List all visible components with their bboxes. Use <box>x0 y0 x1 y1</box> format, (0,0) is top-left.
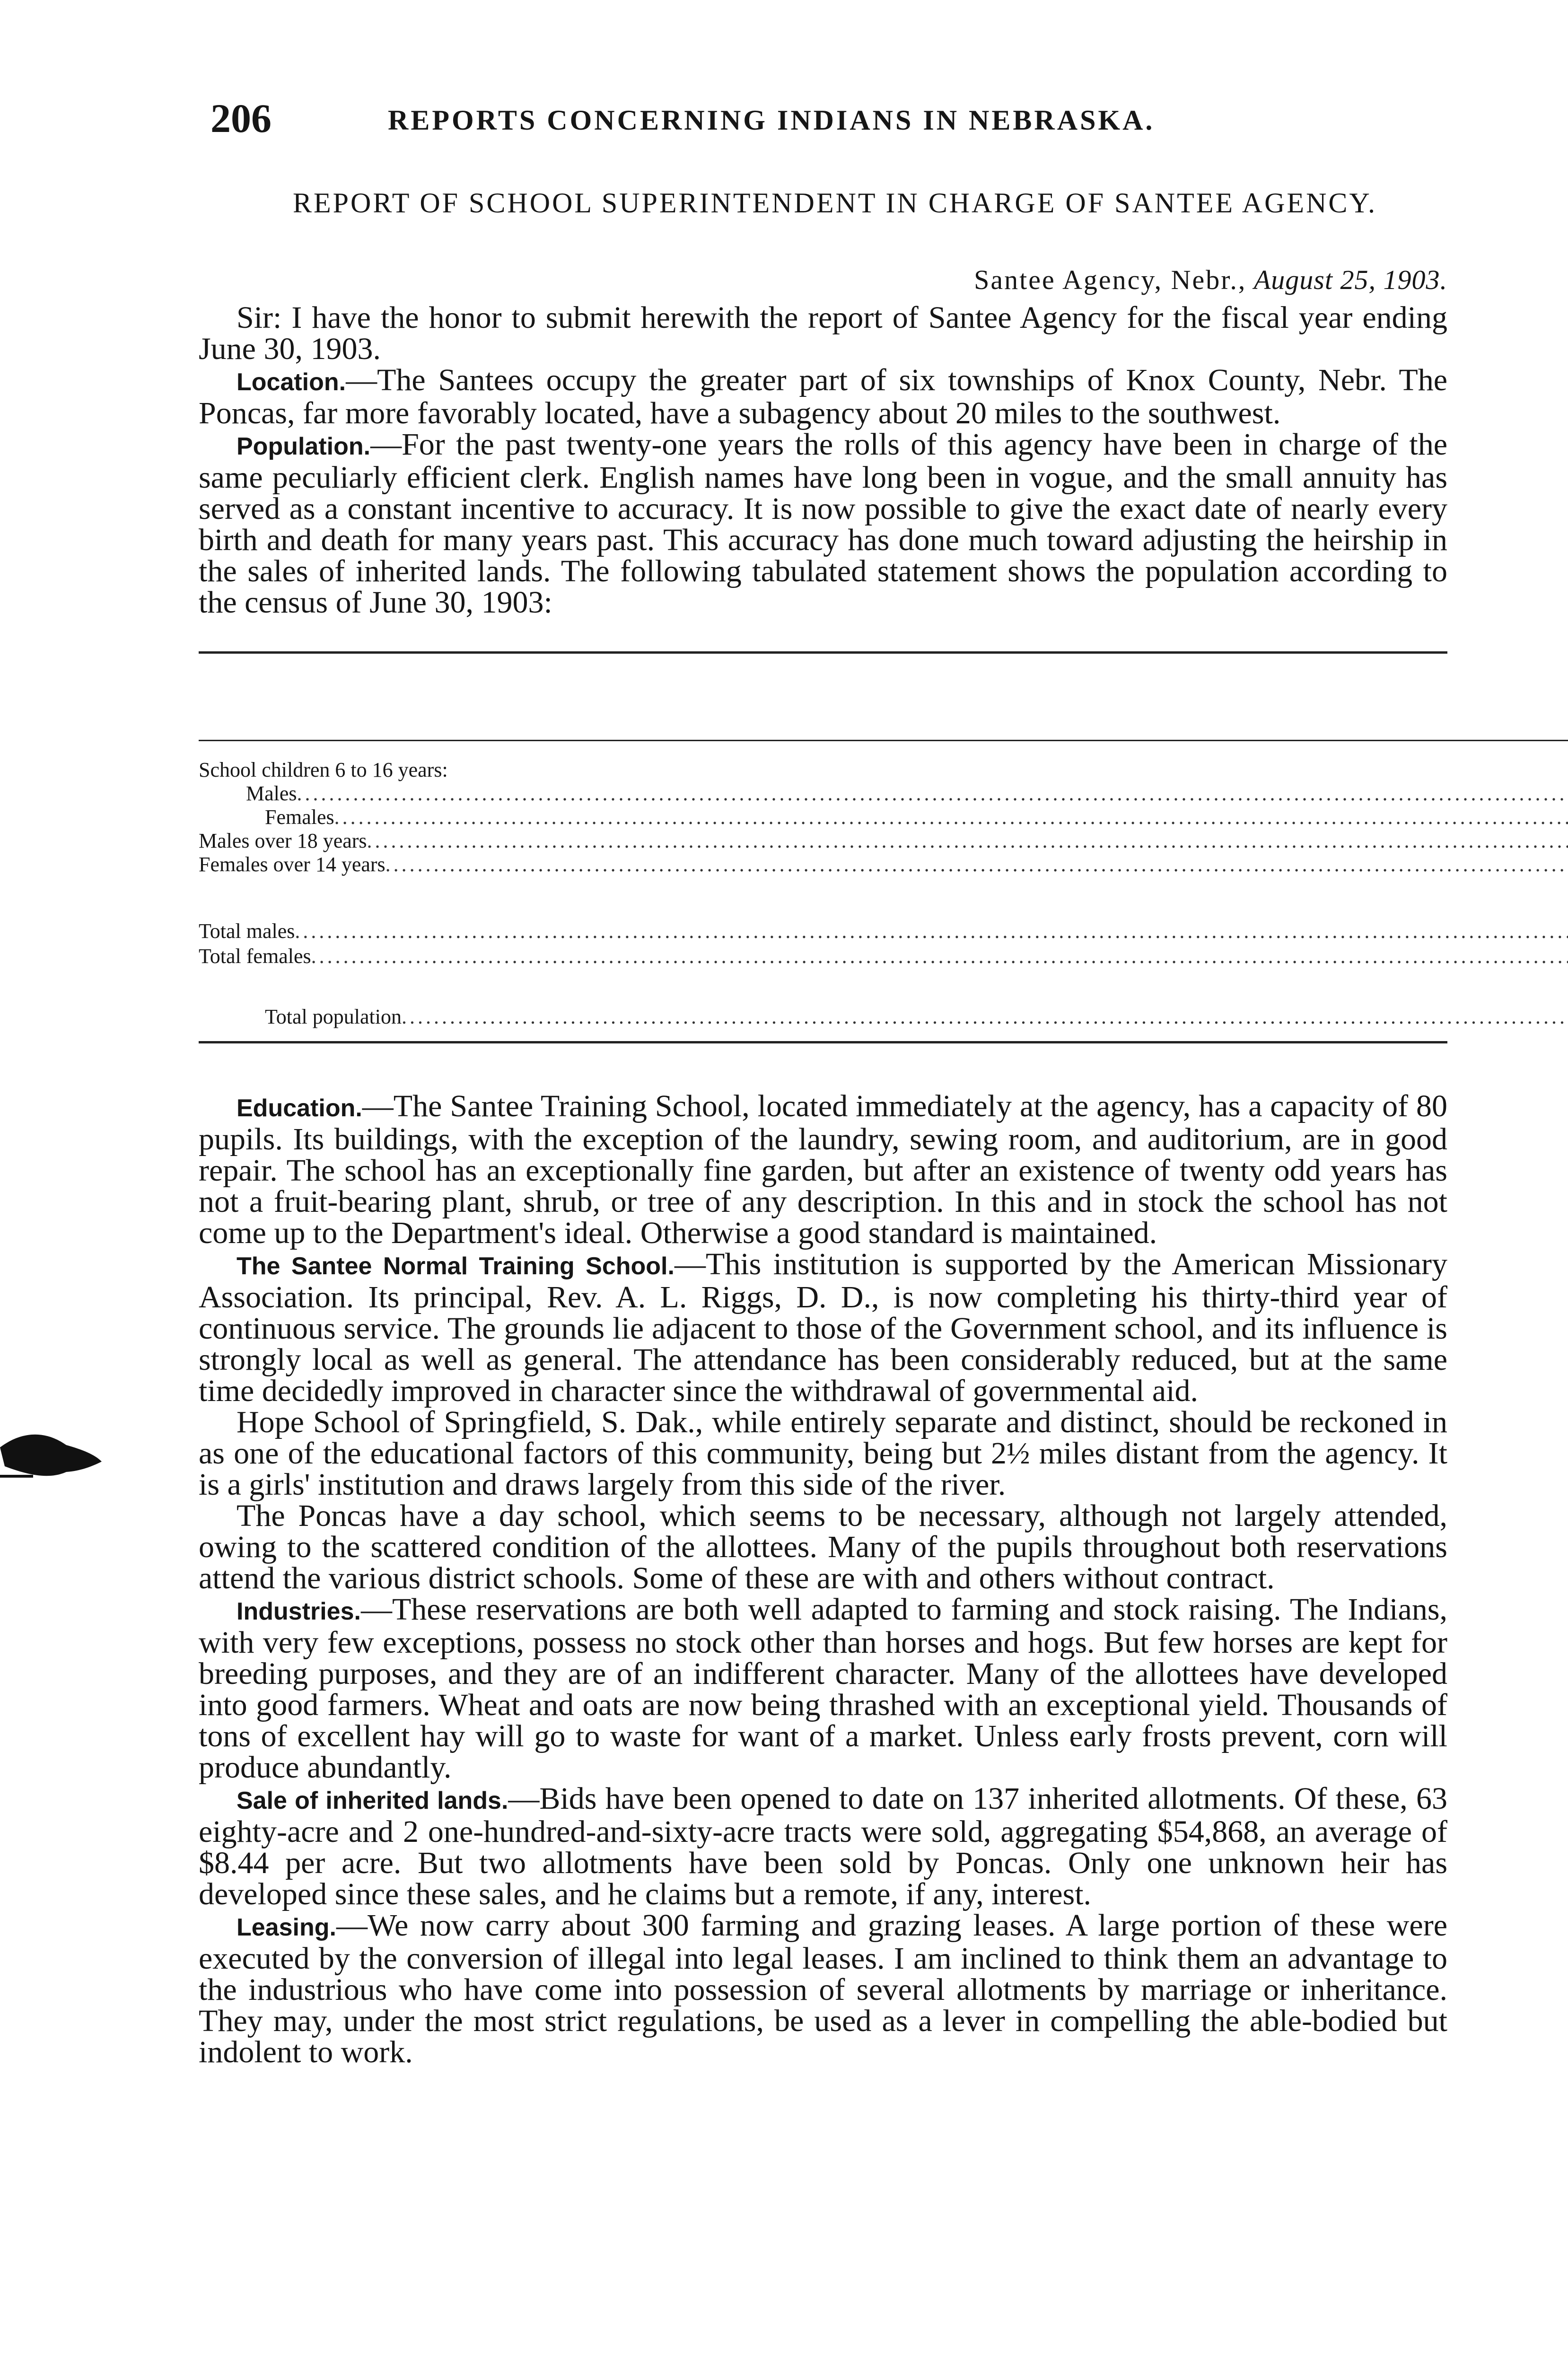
location-paragraph <box>199 365 1447 429</box>
population-paragraph <box>199 429 1447 618</box>
population-text: —For the past twenty-one years the rolls of this agency have been in charge of the same peculiarly efficient clerk. English names have long been in vogue, and the small annuity has served as a constant incentive to accuracy. It is now possible to give the exact date of nearly every birth and death for many years past. This accuracy has done much toward adjusting the heirship in the sales of inherited lands. The following tabulated statement shows the population according to the census of June 30, 1903: <box>199 427 1447 620</box>
dateline-place: Santee Agency, Nebr., <box>974 264 1247 295</box>
table-total-row <box>199 993 1568 1042</box>
dateline-date: August 25, 1903. <box>1253 264 1447 295</box>
margin-pointer-mark <box>0 1428 109 1490</box>
hope-school-paragraph: Hope School of Springfield, S. Dak., while entirely separate and distinct, should be reckoned in as one of the educational factors of this community, being but 2½ miles distant from the agency. It is a girls' institution and draws largely from this side of the river. <box>199 1405 1447 1502</box>
table-header-blank <box>199 654 1568 741</box>
normal-school-heading: The Santee Normal Training School. <box>237 1253 675 1280</box>
table-row <box>199 829 1568 853</box>
leasing-text: —We now carry about 300 farming and grazing leases. A large portion of these were executed by the conversion of illegal into legal leases. I am inclined to think them an advantage to the industrious who have come into possession of several allotments by marriage or inheritance. They may, under the most strict regulations, be used as a lever in compelling the able-bodied but indolent to work. <box>199 1908 1447 2069</box>
industries-text: —These reservations are both well adapted to farming and stock raising. The Indians, with very few exceptions, possess no stock other than horses and hogs. But few horses are kept for breeding purposes, and they are of an indifferent character. Many of the allottees have developed into good farmers. Wheat and oats are now being thrashed with an exceptional yield. Thousands of tons of excellent hay will go to waste for want of a market. Unless early frosts prevent, corn will produce abundantly. <box>199 1592 1447 1785</box>
table-row <box>199 876 1568 901</box>
education-text: —The Santee Training School, located immediately at the agency, has a capacity of 80 pupils. Its buildings, with the exception of the laundry, sewing room, and auditorium, are in good repair. The school has an exceptionally fine garden, but after an existence of twenty odd years has not a fruit-bearing plant, shrub, or tree of any description. In this and in stock the school has not come up to the Department's ideal. Otherwise a good standard is maintained. <box>199 1089 1447 1250</box>
row-label: Females <box>265 806 334 829</box>
location-heading: Location. <box>237 368 346 396</box>
row-label: Females over 14 years <box>199 853 385 876</box>
dateline <box>199 264 1447 296</box>
industries-paragraph <box>199 1594 1447 1783</box>
education-paragraph <box>199 1091 1447 1249</box>
normal-school-paragraph <box>199 1249 1447 1407</box>
location-text: —The Santees occupy the greater part of six townships of Knox County, Nebr. The Poncas, far more favorably located, have a subagency about 20 miles to the southwest. <box>199 363 1447 430</box>
row-label: Males <box>246 782 297 805</box>
row-label: Total males <box>199 919 295 943</box>
leasing-paragraph <box>199 1910 1447 2068</box>
row-label: Total population <box>265 1005 402 1029</box>
poncas-school-paragraph: The Poncas have a day school, which seems to be necessary, although not largely attended, owing to the scattered condition of the allottees. Many of the pupils throughout both reservations attend the various district schools. Some of these are with and others without contract. <box>199 1498 1447 1595</box>
normal-school-text: —This institution is supported by the American Missionary Association. Its principal, Rev. A. L. Riggs, D. D., is now completing his thirty-third year of continuous service. The grounds lie adjacent to those of the Government school, and its influence is strongly local as well as general. The attendance has been considerably reduced, but at the same time decidedly improved in character since the withdrawal of governmental aid. <box>199 1247 1447 1408</box>
row-label: Total females <box>199 944 311 968</box>
salutation-paragraph: Sir: I have the honor to submit herewith the report of Santee Agency for the fiscal year ending June 30, 1903. <box>199 300 1447 366</box>
table-row <box>199 853 1568 876</box>
table-row <box>199 969 1568 993</box>
inherited-lands-paragraph <box>199 1783 1447 1910</box>
industries-heading: Industries. <box>237 1598 361 1625</box>
table-row <box>199 944 1568 969</box>
report-title: REPORT OF SCHOOL SUPERINTENDENT IN CHARGE OF SANTEE AGENCY. <box>292 187 1377 219</box>
table-row <box>199 806 1568 829</box>
page-number: 206 <box>210 96 272 141</box>
leasing-heading: Leasing. <box>237 1914 336 1941</box>
running-head: REPORTS CONCERNING INDIANS IN NEBRASKA. <box>388 105 1155 136</box>
inherited-lands-text: —Bids have been opened to date on 137 inherited allotments. Of these, 63 eighty-acre and 2 one-hundred-and-sixty-acre tracts were sold, aggregating $54,868, an average of $8.44 per acre. But two allotments have been sold by Poncas. Only one unknown heir has developed since these sales, and he claims but a remote, if any, interest. <box>199 1781 1448 1911</box>
row-label: Males over 18 years <box>199 829 367 852</box>
population-heading: Population. <box>237 433 371 460</box>
table-row <box>199 919 1568 944</box>
education-heading: Education. <box>237 1095 362 1122</box>
document-page <box>199 95 1447 2068</box>
table-row <box>199 782 1568 806</box>
population-table <box>199 651 1447 1043</box>
inherited-lands-heading: Sale of inherited lands. <box>237 1787 508 1814</box>
table-group-label: School children 6 to 16 years: <box>199 758 448 781</box>
page-header <box>199 95 1447 166</box>
